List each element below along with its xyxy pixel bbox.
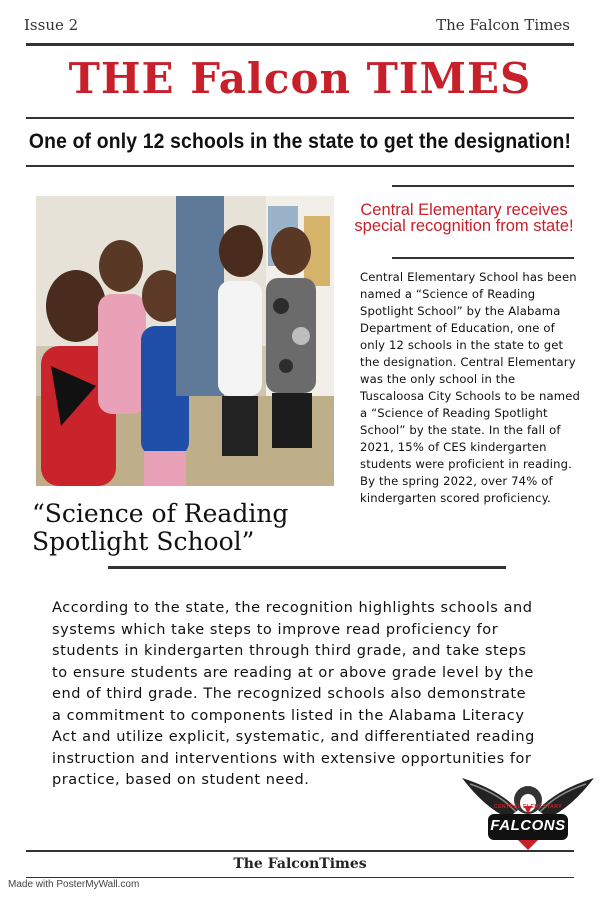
headline-rule	[26, 165, 574, 167]
mascot-arc-text: CENTRAL ELEMENTARY	[493, 804, 563, 810]
headline: One of only 12 schools in the state to get the designation!	[28, 130, 572, 153]
children-photo	[36, 196, 334, 486]
pull-quote: “Science of Reading Spotlight School”	[32, 499, 289, 556]
footer-rule-top	[26, 850, 574, 852]
main-body: According to the state, the recognition highlights schools and systems which take steps to improve read proficiency for students in kindergarten through third grade, and take steps to ensure students are reading at or above grade level by the end of third grade. The recognized schools also demonstrate a commitment to components listed in the Alabama Literacy Act and utilize explicit, systematic, and differentiated reading instruction and interventions with extensive opportunities for practice, based on student need.	[52, 600, 535, 788]
footer-title: The FalconTimes	[233, 856, 367, 872]
mascot-wordmark: FALCONS	[490, 817, 566, 834]
issue-number: Issue 2	[24, 16, 79, 34]
masthead-title: THE Falcon TIMES	[68, 54, 532, 103]
sidebar-subhead: Central Elementary receives special recognition from state!	[354, 201, 574, 235]
footer-rule-bottom	[26, 877, 574, 878]
sidebar-rule-mid	[392, 257, 574, 259]
publication-name: The Falcon Times	[436, 16, 570, 34]
sidebar-body: Central Elementary School has been named a “Science of Reading Spotlight School” by the Alabama Department of Education, one of only 12 schools in the state to get the designation. Central Elementary was the only school in the Tuscaloosa City Schools to be named a “Science of Reading Spotlight School” by the state. In the fall of 2021, 15% of CES kindergarten students were proficient in reading. By the spring 2022, over 74% of kindergarten scored proficiency.	[360, 270, 581, 505]
poster-credit: Made with PosterMyWall.com	[8, 879, 140, 890]
masthead-rule	[26, 117, 574, 119]
falcons-mascot-logo	[460, 770, 596, 852]
top-rule	[26, 43, 574, 46]
section-rule	[108, 566, 506, 569]
falcon-icon	[460, 770, 596, 852]
sidebar-rule-top	[392, 185, 574, 187]
photo-illustration	[36, 196, 334, 486]
